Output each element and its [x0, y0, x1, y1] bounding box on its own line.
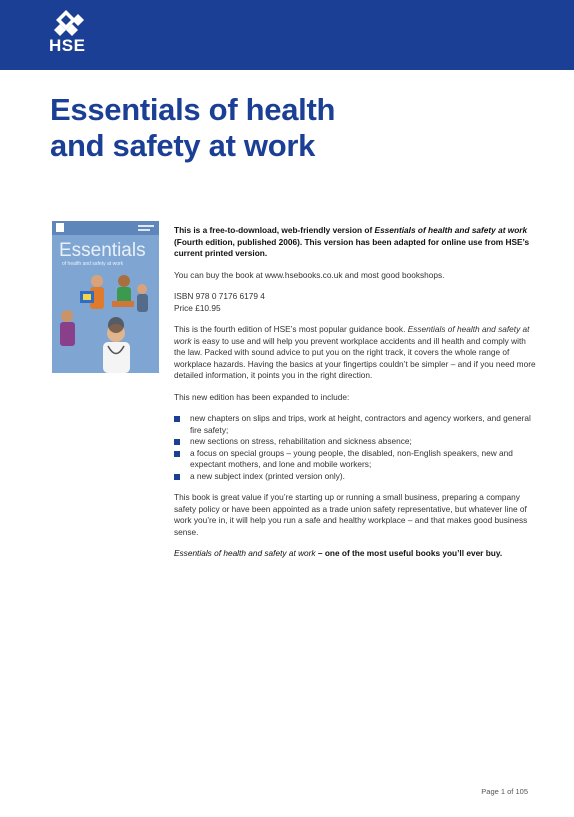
buy-paragraph: You can buy the book at www.hsebooks.co.uk and most good bookshops.	[174, 269, 445, 280]
page-title	[50, 92, 530, 164]
bullet-square-icon	[174, 474, 180, 480]
edition-text-1: This is the fourth edition of HSE’s most popular guidance book.	[174, 324, 408, 334]
cover-illustration	[52, 221, 159, 373]
intro-text-2: (Fourth edition, published 2006). This version has been adapted for online use from HSE’s current printed version.	[174, 236, 530, 258]
bullet-square-icon	[174, 439, 180, 445]
page-number: Page 1 of 105	[481, 787, 528, 796]
closing-text: – one of the most useful books you’ll ever buy.	[315, 548, 503, 558]
edition-book-title: Essentials of health and safety at work	[174, 324, 530, 346]
list-item	[174, 436, 536, 448]
edition-paragraph	[174, 324, 536, 382]
cover-subtitle: of health and safety at work	[62, 261, 124, 267]
book-cover-image	[52, 221, 159, 373]
list-item-text: a new subject index (printed version only).	[190, 470, 345, 481]
isbn-text: ISBN 978 0 7176 6179 4	[174, 291, 265, 301]
closing-book-title: Essentials of health and safety at work	[174, 548, 316, 558]
value-paragraph: This book is great value if you’re starting up or running a small business, preparing a company safety policy or have been appointed as a trade union safety representative, but whatever line of work you’re in, it will help you run a safe and healthy workplace – and that makes good business sense.	[174, 492, 528, 537]
header-bar	[0, 0, 574, 70]
list-item	[174, 448, 536, 471]
list-item	[174, 413, 536, 436]
hse-logo-text: HSE	[49, 36, 86, 55]
feature-list	[174, 413, 536, 482]
title-line-1: Essentials of health	[50, 92, 336, 127]
intro-book-title: Essentials of health and safety at work	[374, 225, 528, 235]
main-content	[174, 225, 536, 570]
intro-text-1: This is a free-to-download, web-friendly version of	[174, 225, 375, 235]
closing-paragraph	[174, 548, 536, 560]
cover-title: Essentials	[59, 240, 146, 261]
list-item	[174, 471, 536, 483]
list-item-text: new sections on stress, rehabilitation and sickness absence;	[190, 436, 412, 446]
expanded-intro: This new edition has been expanded to include:	[174, 391, 350, 402]
edition-text-2: is easy to use and will help you prevent workplace accidents and ill health and comply with the law. Packed with sound advice to put you on the right track, it covers the whole range of workplace hazards. Having the basics at your fingertips couldn’t be simpler – and if you need more detailed information, it points you in the right direction.	[174, 335, 536, 380]
list-item-text: a focus on special groups – young people, the disabled, non-English speakers, new and expectant mothers, and lone and mobile workers;	[190, 447, 513, 469]
intro-paragraph	[174, 225, 536, 260]
title-line-2: and safety at work	[50, 128, 316, 163]
bullet-square-icon	[174, 451, 180, 457]
list-item-text: new chapters on slips and trips, work at height, contractors and agency workers, and general fire safety;	[190, 413, 531, 435]
price-text: Price £10.95	[174, 302, 221, 313]
bullet-square-icon	[174, 416, 180, 422]
isbn-price-block	[174, 291, 536, 314]
